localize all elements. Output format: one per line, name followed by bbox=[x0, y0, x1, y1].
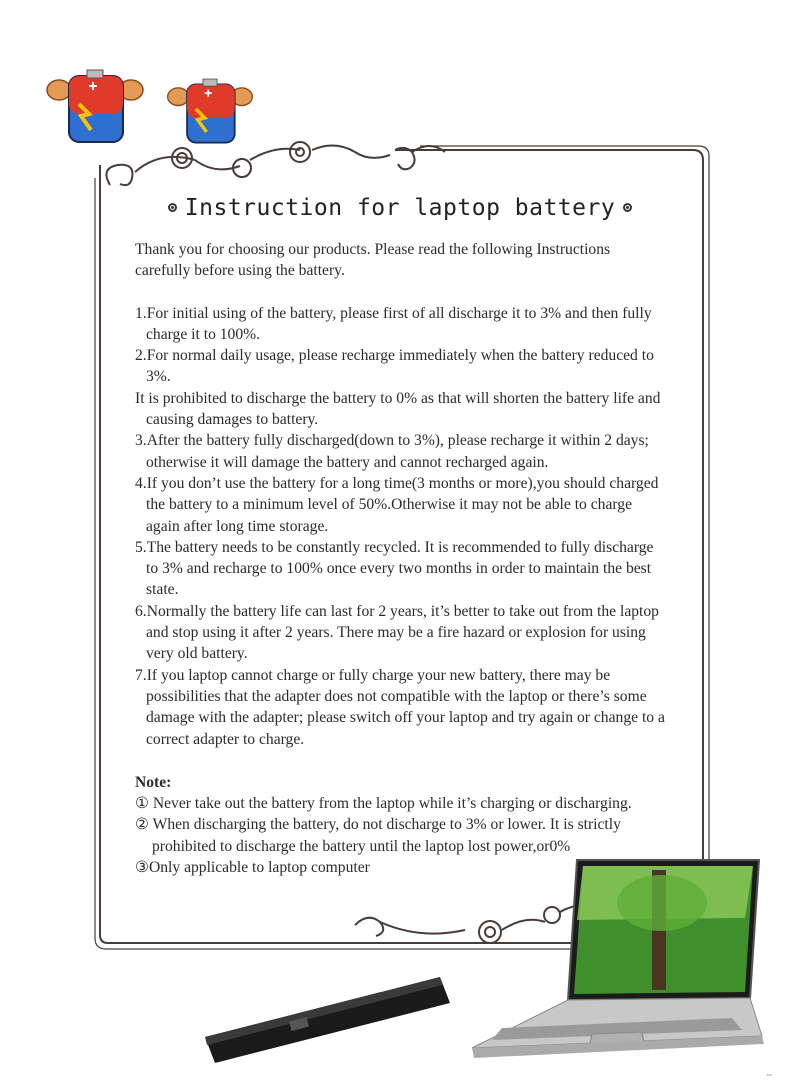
instruction-item: 2.For normal daily usage, please recharge immediately when the battery reduced to 3%. bbox=[135, 347, 654, 386]
note-item: ③Only applicable to laptop computer bbox=[135, 859, 370, 877]
instruction-item: 4.If you don’t use the battery for a long time(3 months or more),you should charged the battery to a minimum level of 50%.Otherwise it may not be able to charge again after long time storage. bbox=[135, 474, 659, 535]
laptop-battery-image bbox=[200, 975, 455, 1065]
instruction-item: 3.After the battery fully discharged(down to 3%), please recharge it within 2 days; otherwise it will damage the battery and cannot recharged again. bbox=[135, 432, 649, 471]
page-title bbox=[0, 195, 800, 221]
instruction-item: It is prohibited to discharge the battery to 0% as that will shorten the battery life and causing damages to battery. bbox=[135, 389, 661, 429]
intro-paragraph: Thank you for choosing our products. Please read the following Instructions carefully before using the battery. bbox=[135, 241, 611, 280]
battery-mascot-icon bbox=[45, 62, 145, 147]
watermark: ᴮᴵᴿ bbox=[766, 1074, 772, 1080]
instruction-item: 5.The battery needs to be constantly recycled. It is recommended to fully discharge to 3% and recharge to 100% once every two months in order to maintain the best state. bbox=[135, 538, 654, 599]
instruction-item: 7.If you laptop cannot charge or fully charge your new battery, there may be possibilities that the adapter does not compatible with the laptop or there’s some damage with the adapter; please switch off your laptop and try again or change to a correct adapter to charge. bbox=[135, 666, 665, 748]
title-text: Instruction for laptop battery bbox=[184, 195, 616, 221]
instruction-item: 6.Normally the battery life can last for 2 years, it’s better to take out from the laptop and stop using it after 2 years. There may be a fire hazard or explosion for using very old battery. bbox=[135, 602, 659, 663]
note-heading: Note: bbox=[135, 773, 172, 791]
instruction-body bbox=[135, 239, 665, 878]
note-item: ② When discharging the battery, do not discharge to 3% or lower. It is strictly prohibited to discharge the battery until the laptop lost power,or0% bbox=[135, 816, 621, 855]
bullet-dot-icon bbox=[623, 203, 632, 212]
instruction-item: 1.For initial using of the battery, please first of all discharge it to 3% and then fully charge it to 100%. bbox=[135, 304, 652, 343]
bullet-dot-icon bbox=[168, 203, 177, 212]
laptop-image bbox=[462, 858, 772, 1063]
battery-mascot-icon bbox=[165, 72, 255, 147]
note-item: ① Never take out the battery from the laptop while it’s charging or discharging. bbox=[135, 795, 632, 813]
